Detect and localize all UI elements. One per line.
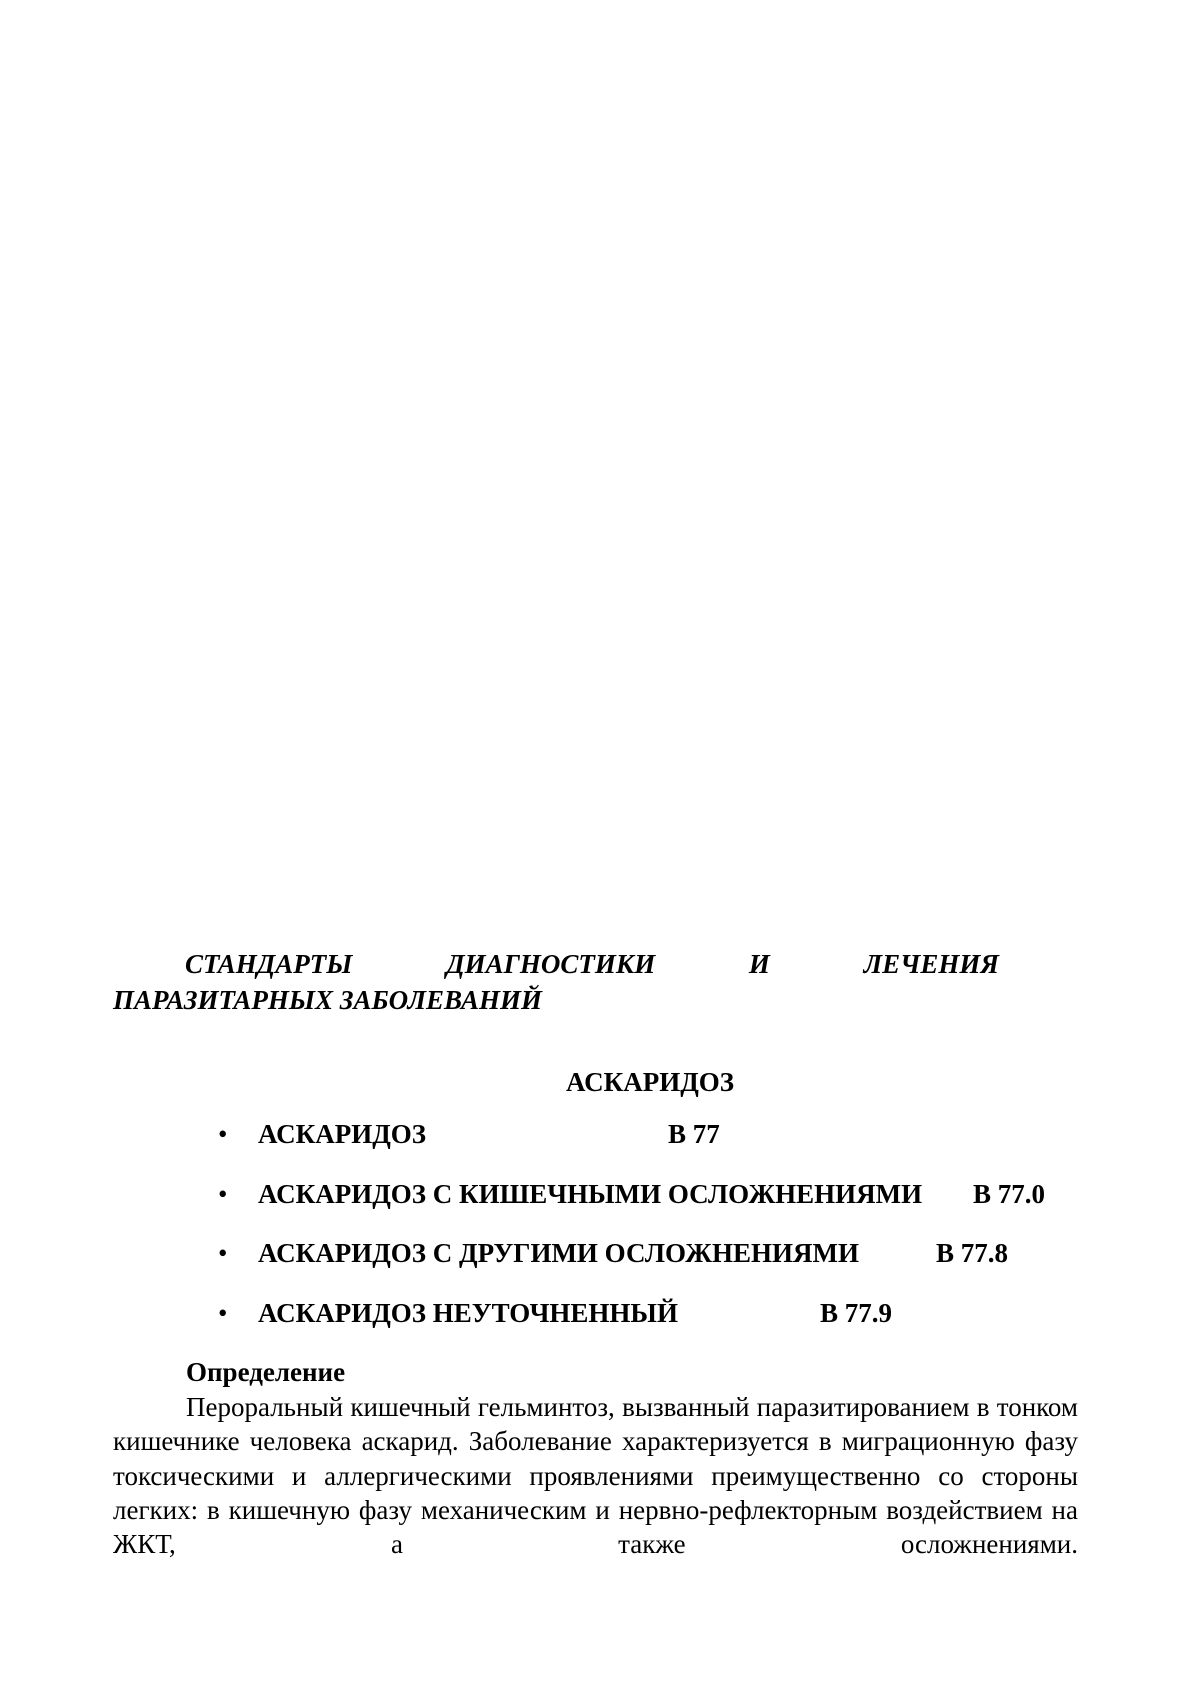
bullet-icon: • — [218, 1119, 228, 1149]
list-item — [218, 1297, 1118, 1357]
definition-heading: Определение — [186, 1357, 346, 1387]
section-heading: АСКАРИДОЗ — [565, 1067, 735, 1097]
title-word: СТАНДАРТЫ — [185, 949, 353, 979]
bullet-icon: • — [218, 1178, 228, 1209]
title-line-2: ПАРАЗИТАРНЫХ ЗАБОЛЕВАНИЙ — [113, 985, 542, 1015]
diagnosis-name: АСКАРИДОЗ НЕУТОЧНЕННЫЙ — [258, 1297, 678, 1328]
list-item — [218, 1118, 1118, 1178]
diagnosis-name: АСКАРИДОЗ С КИШЕЧНЫМИ ОСЛОЖНЕНИЯМИ — [258, 1178, 923, 1209]
diagnosis-code: B 77.8 — [936, 1238, 1009, 1268]
diagnosis-name: АСКАРИДОЗ С ДРУГИМИ ОСЛОЖНЕНИЯМИ — [258, 1238, 859, 1268]
document-title — [113, 946, 999, 1018]
definition-paragraph: Пероральный кишечный гельминтоз, вызванный паразитированием в тонком кишечнике человека аскарид. Заболевание характеризуется в миграционную фазу токсическими и аллергическими проявлениями преимущественно со стороны легких: в кишечную фазу механическим и нервно-рефлекторным воздействием на ЖКТ, а также осложнениями. — [113, 1392, 1078, 1560]
diagnosis-code-list — [218, 1118, 1118, 1356]
list-item — [218, 1237, 1118, 1297]
bullet-icon: • — [218, 1297, 228, 1328]
title-line-1 — [113, 946, 999, 982]
diagnosis-name: АСКАРИДОЗ — [258, 1119, 427, 1149]
title-word: ДИАГНОСТИКИ — [446, 949, 656, 979]
list-item — [218, 1178, 1118, 1238]
diagnosis-code: B 77.9 — [820, 1297, 893, 1328]
bullet-icon: • — [218, 1238, 228, 1268]
title-word: ЛЕЧЕНИЯ — [863, 949, 999, 979]
diagnosis-code: B 77.0 — [973, 1178, 1046, 1209]
title-word: И — [748, 949, 770, 979]
diagnosis-code: B 77 — [668, 1119, 720, 1149]
